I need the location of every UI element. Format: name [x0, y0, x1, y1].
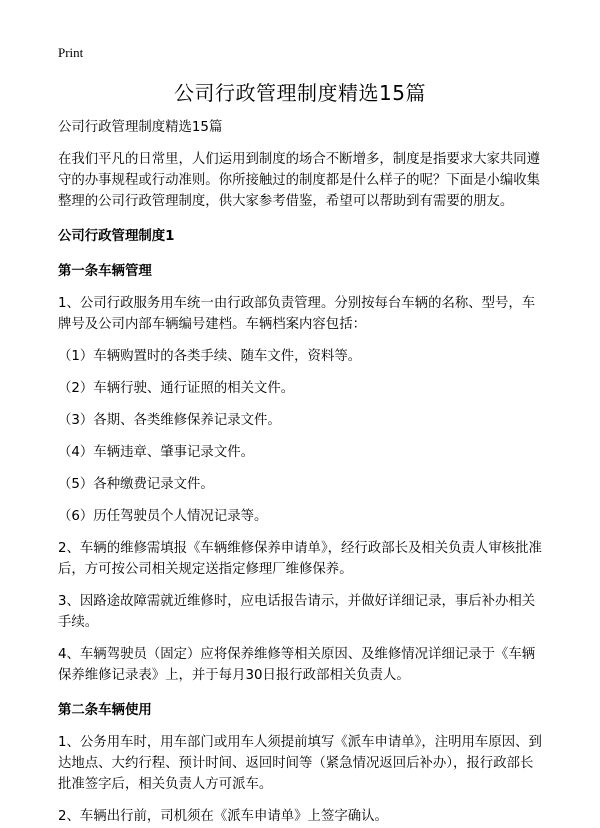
- article-1-paragraph-2: 2、车辆的维修需填报《车辆维修保养申请单》，经行政部长及相关负责人审核批准后，方可按公司相关规定送指定修理厂维修保养。: [58, 541, 542, 577]
- list-item: （5）各种缴费记录文件。: [58, 477, 214, 492]
- article-2-heading: 第二条车辆使用: [58, 703, 152, 718]
- print-link[interactable]: Print: [58, 45, 84, 60]
- section-heading: 公司行政管理制度1: [58, 229, 175, 244]
- article-2-paragraph-2: 2、车辆出行前，司机须在《派车申请单》上签字确认。: [58, 809, 388, 824]
- intro-paragraph: 在我们平凡的日常里，人们运用到制度的场合不断增多，制度是指要求大家共同遵守的办事规程或行动准则。你所接触过的制度都是什么样子的呢？下面是小编收集整理的公司行政管理制度，供大家参考借鉴，希望可以帮助到有需要的朋友。: [58, 152, 541, 209]
- article-2-paragraph-1: 1、公务用车时，用车部门或用车人须提前填写《派车申请单》，注明用车原因、到达地点、大约行程、预计时间、返回时间等（紧急情况返回后补办），报行政部长批准签字后，相关负责人方可派车。: [58, 735, 542, 792]
- list-item: （3）各期、各类维修保养记录文件。: [58, 413, 281, 428]
- article-1-paragraph-1: 1、公司行政服务用车统一由行政部负责管理。分别按每台车辆的名称、型号，车牌号及公司内部车辆编号建档。车辆档案内容包括：: [58, 296, 536, 332]
- article-1-paragraph-4: 4、车辆驾驶员（固定）应将保养维修等相关原因、及维修情况详细记录于《车辆保养维修记录表》上，并于每月30日报行政部相关负责人。: [58, 647, 536, 683]
- article-1-paragraph-3: 3、因路途故障需就近维修时，应电话报告请示，并做好详细记录，事后补办相关手续。: [58, 594, 536, 630]
- list-item: （1）车辆购置时的各类手续、随车文件，资料等。: [58, 349, 362, 364]
- list-item: （4）车辆违章、肇事记录文件。: [58, 445, 254, 460]
- list-item: （6）历任驾驶员个人情况记录等。: [58, 509, 268, 524]
- document-subtitle: 公司行政管理制度精选15篇: [58, 120, 223, 135]
- document-title: 公司行政管理制度精选15篇: [174, 81, 426, 105]
- list-item: （2）车辆行驶、通行证照的相关文件。: [58, 381, 295, 396]
- article-1-heading: 第一条车辆管理: [58, 264, 152, 279]
